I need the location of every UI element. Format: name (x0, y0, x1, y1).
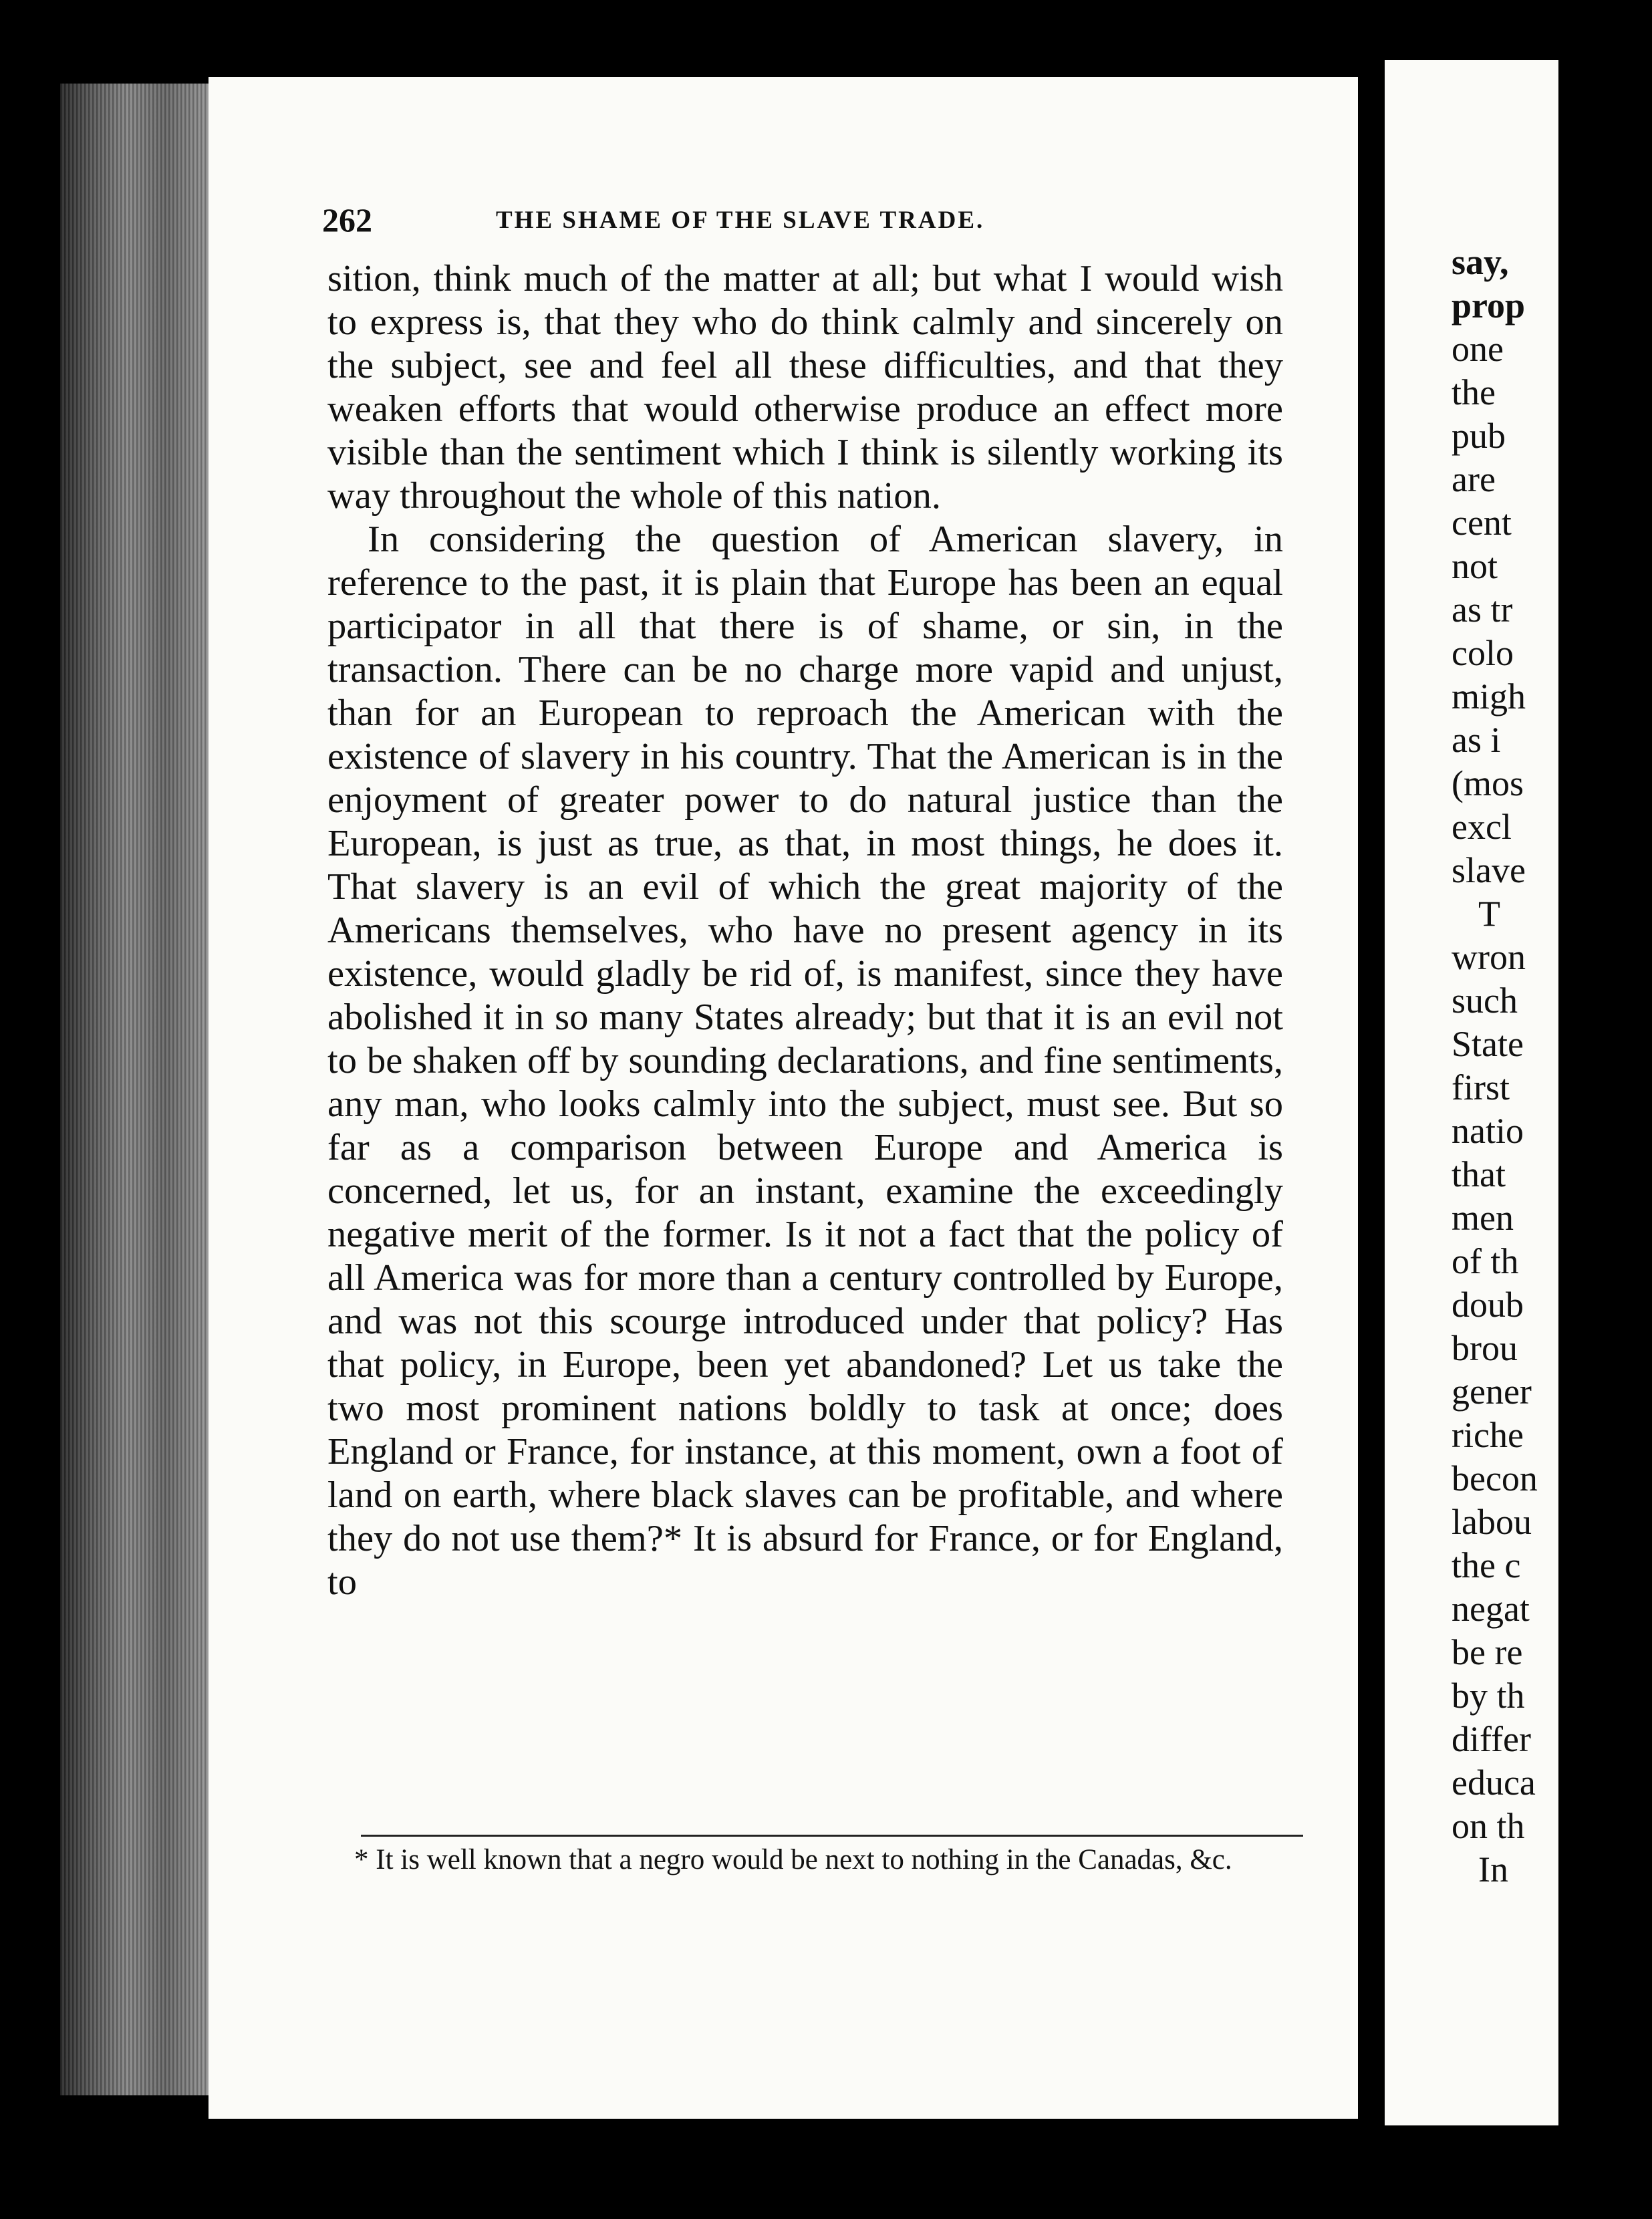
facing-line: wron (1452, 937, 1526, 977)
facing-line: colo (1452, 633, 1514, 673)
book-gutter (1358, 67, 1385, 2139)
facing-line: that (1452, 1154, 1506, 1194)
facing-line: prop (1452, 285, 1526, 325)
facing-line: migh (1452, 676, 1526, 716)
paragraph-continued: sition, think much of the matter at all; but what I would wish to express is, that they who do think calmly and sincerely on the subject, see and feel all these difficulties, and that they weaken efforts that would otherwise produce an effect more visible than the sentiment which I think is silently working its way throughout the whole of this nation. (327, 258, 1283, 517)
facing-line: gener (1452, 1372, 1532, 1412)
facing-line: natio (1452, 1111, 1524, 1151)
facing-line: labou (1452, 1502, 1532, 1542)
page-edge-stack (60, 84, 211, 2095)
facing-line: the c (1452, 1545, 1521, 1585)
facing-line: not (1452, 546, 1498, 586)
facing-line: as i (1452, 720, 1501, 760)
facing-line: riche (1452, 1415, 1524, 1455)
running-title: THE SHAME OF THE SLAVE TRADE. (496, 207, 985, 234)
facing-line: be re (1452, 1632, 1523, 1672)
page-body (327, 257, 1283, 1604)
facing-line: State (1452, 1024, 1524, 1064)
paragraph-american-slavery: In considering the question of American slavery, in reference to the past, it is plain that Europe has been an equal participator in all that there is of shame, or sin, in the transaction. There can be no charge more vapid and unjust, than for an European to reproach the American with the existence of slavery in his country. That the American is in the enjoyment of greater power to do natural justice than the European, is just as true, as that, in most things, he does it. That slavery is an evil of which the great majority of the Americans themselves, who have no present agency in its existence, would gladly be rid of, is manifest, since they have abolished it in so many States already; but that it is an evil not to be shaken off by sounding declarations, and fine sentiments, any man, who looks calmly into the subject, must see. But so far as a comparison between Europe and America is concerned, let us, for an instant, examine the exceedingly negative merit of the former. Is it not a fact that the policy of all America was for more than a century controlled by Europe, and was not this scourge introduced under that policy? Has that policy, in Europe, been yet abandoned? Let us take the two most prominent nations boldly to task at once; does England or France, for instance, at this moment, own a foot of land on earth, where black slaves can be profitable, and where they do not use them?* It is absurd for France, or for England, to (327, 519, 1283, 1603)
facing-line: one (1452, 329, 1504, 369)
facing-line: as tr (1452, 590, 1513, 630)
facing-line: doub (1452, 1285, 1524, 1325)
facing-line: say, (1452, 242, 1509, 282)
facing-line: educa (1452, 1763, 1536, 1803)
facing-line: by th (1452, 1676, 1525, 1716)
facing-line: pub (1452, 416, 1506, 456)
facing-line: becon (1452, 1458, 1538, 1498)
book-page (209, 77, 1358, 2119)
facing-line: the (1452, 372, 1496, 412)
facing-line: are (1452, 459, 1496, 499)
footnote-divider (361, 1835, 1303, 1837)
facing-page-text (1452, 241, 1652, 1891)
facing-line: cent (1452, 503, 1512, 543)
facing-page (1385, 60, 1558, 2125)
facing-line: on th (1452, 1806, 1525, 1846)
facing-line: differ (1452, 1719, 1531, 1759)
facing-line: of th (1452, 1241, 1519, 1281)
facing-line: (mos (1452, 763, 1524, 803)
facing-line: negat (1452, 1589, 1530, 1629)
facing-line: T (1478, 894, 1500, 934)
facing-line: slave (1452, 850, 1526, 890)
facing-line: men (1452, 1198, 1514, 1238)
running-head (322, 201, 1278, 241)
facing-line: such (1452, 981, 1518, 1021)
footnote: * It is well known that a negro would be next to nothing in the Canadas, &c. (354, 1844, 1232, 1875)
facing-line: In (1478, 1849, 1508, 1889)
facing-line: first (1452, 1067, 1510, 1107)
facing-line: excl (1452, 807, 1512, 847)
page-number: 262 (322, 201, 372, 239)
facing-line: brou (1452, 1328, 1518, 1368)
